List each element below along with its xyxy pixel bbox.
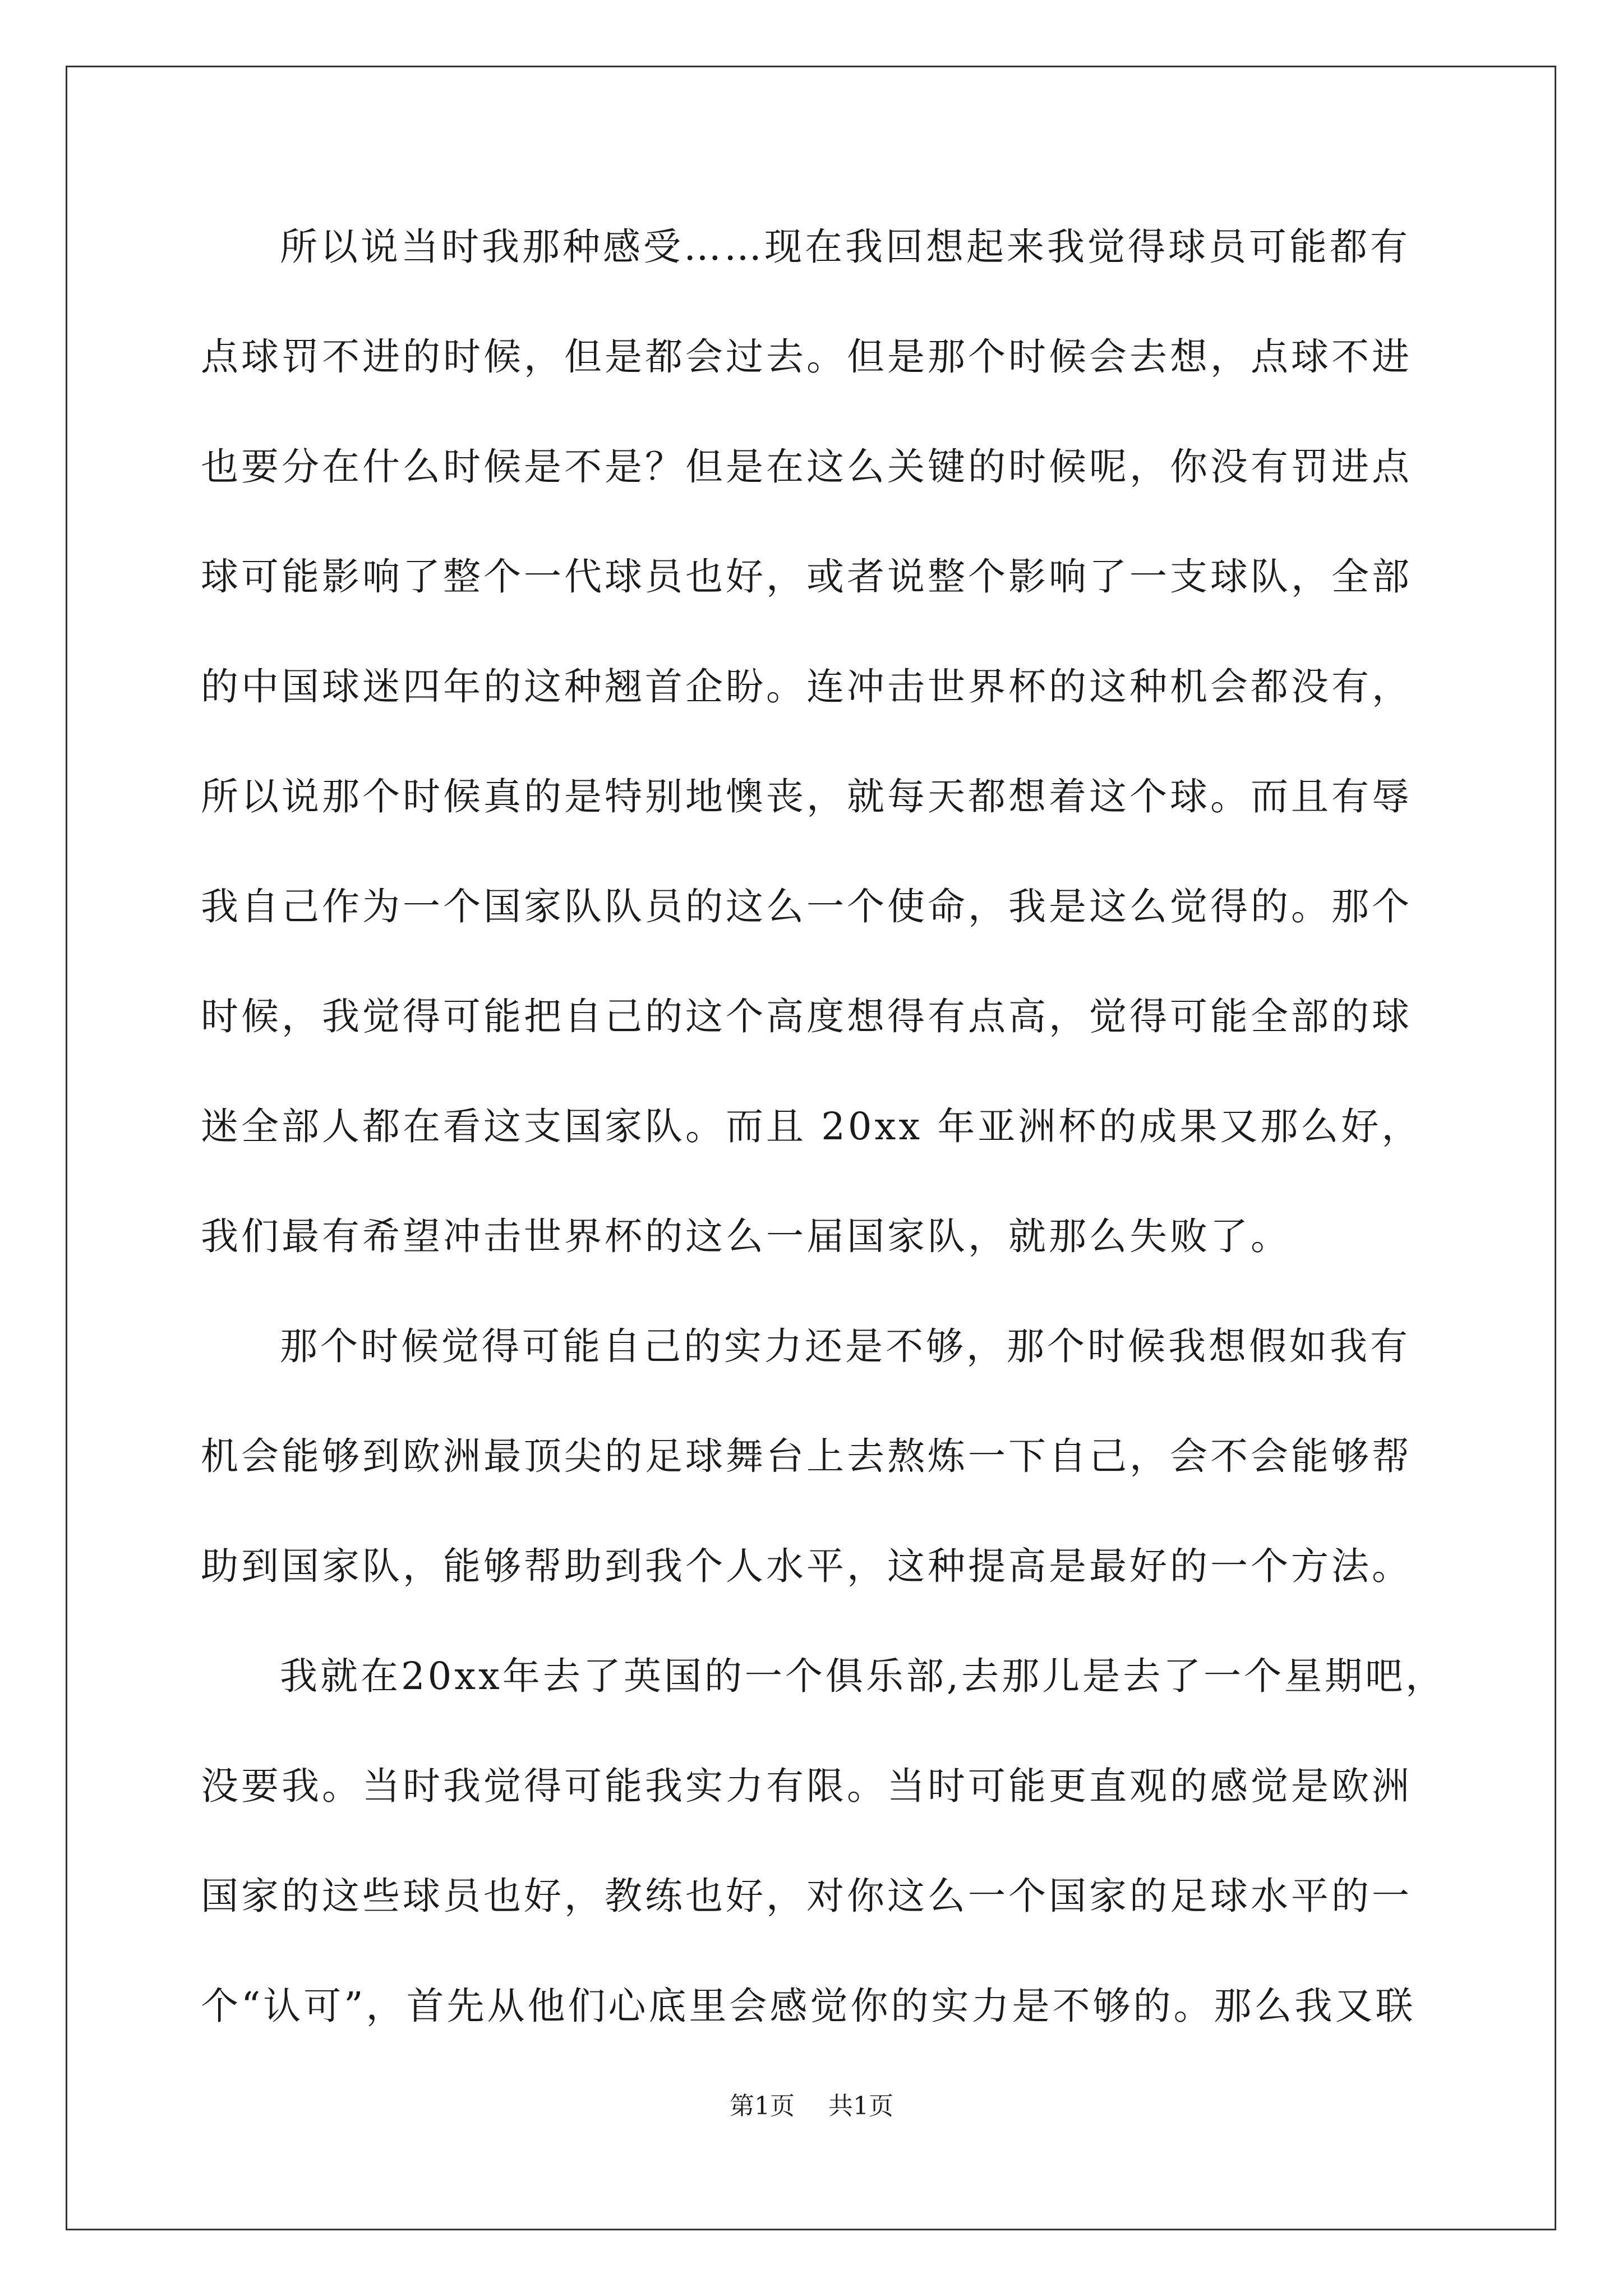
page-total: 共1页 <box>828 2092 893 2120</box>
paragraph-1-line-10: 我们最有希望冲击世界杯的这么一届国家队，就那么失败了。 <box>201 1214 1291 1258</box>
paragraph-2-line-2: 机会能够到欧洲最顶尖的足球舞台上去熬炼一下自己，会不会能够帮 <box>201 1434 1412 1478</box>
paragraph-1-line-8: 时候，我觉得可能把自己的这个高度想得有点高，觉得可能全部的球 <box>201 995 1412 1038</box>
page-number: 第1页 <box>730 2092 795 2120</box>
paragraph-1-line-4: 球可能影响了整个一代球员也好，或者说整个影响了一支球队，全部 <box>201 555 1412 599</box>
paragraph-1-line-6: 所以说那个时候真的是特别地懊丧，就每天都想着这个球。而且有辱 <box>201 775 1412 818</box>
paragraph-3-line-2: 没要我。当时我觉得可能我实力有限。当时可能更直观的感觉是欧洲 <box>201 1764 1412 1808</box>
paragraph-1-line-7: 我自己作为一个国家队队员的这么一个使命，我是这么觉得的。那个 <box>201 885 1412 928</box>
paragraph-3-line-1: 我就在20xx年去了英国的一个俱乐部,去那儿是去了一个星期吧， <box>280 1654 1446 1698</box>
paragraph-1-line-2: 点球罚不进的时候，但是都会过去。但是那个时候会去想，点球不进 <box>201 335 1412 379</box>
paragraph-3-line-4: 个“认可”，首先从他们心底里会感觉你的实力是不够的。那么我又联 <box>201 1984 1416 2028</box>
paragraph-1-line-3: 也要分在什么时候是不是？但是在这么关键的时候呢，你没有罚进点 <box>201 445 1412 489</box>
paragraph-1-line-9: 迷全部人都在看这支国家队。而且 20xx 年亚洲杯的成果又那么好， <box>201 1105 1422 1148</box>
paragraph-1-line-1: 所以说当时我那种感受……现在我回想起来我觉得球员可能都有 <box>280 225 1410 269</box>
paragraph-3-line-3: 国家的这些球员也好，教练也好，对你这么一个国家的足球水平的一 <box>201 1874 1412 1918</box>
paragraph-2-line-3: 助到国家队，能够帮助到我个人水平，这种提高是最好的一个方法。 <box>201 1544 1412 1588</box>
paragraph-2-line-1: 那个时候觉得可能自己的实力还是不够，那个时候我想假如我有 <box>280 1324 1410 1368</box>
paragraph-1-line-5: 的中国球迷四年的这种翘首企盼。连冲击世界杯的这种机会都没有， <box>201 665 1412 708</box>
page-footer <box>0 2090 1623 2123</box>
